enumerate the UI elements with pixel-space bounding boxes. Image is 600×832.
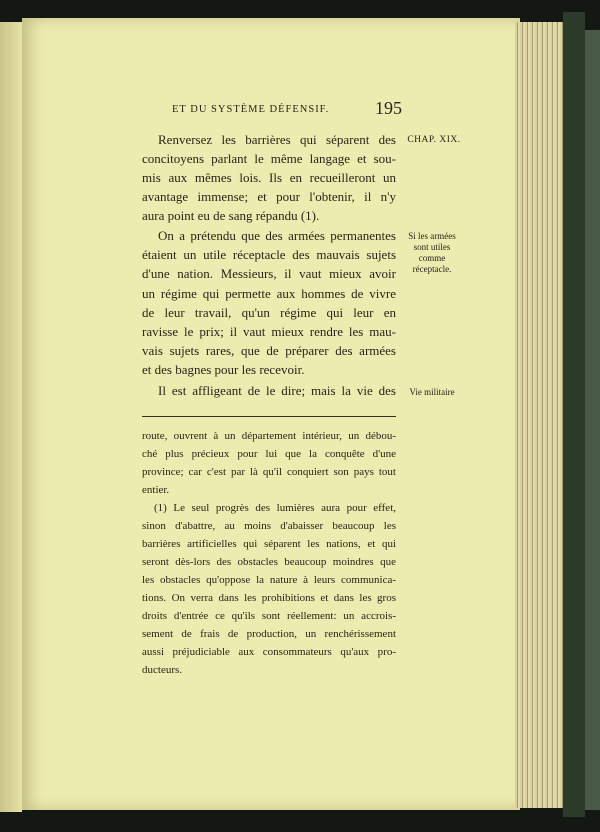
page-edges (515, 22, 563, 808)
footnote-line: ché plus précieux pour lui que la conquête d'une (142, 448, 396, 460)
footnote-line: sement de frais de production, un renchérissement (142, 628, 396, 640)
footnote-line: droits d'entrée ce qu'ils sont réellement: un accrois- (142, 610, 396, 622)
text-line: On a prétendu que des armées permanentes (158, 228, 396, 243)
footnote-line: barrières artificielles qui séparent les nations, et qui (142, 538, 396, 550)
text-line: mis aux mêmes lois. Ils en recueilleront un (142, 170, 396, 185)
text-line: un régime qui permette aux hommes de vivre (142, 286, 396, 301)
footnote-rule (142, 416, 396, 417)
text-line: ravisse le prix; il vaut mieux rendre les mau- (142, 324, 396, 339)
text-line: étaient un utile réceptacle des mauvais sujets (142, 247, 396, 262)
text-line: vais sujets rares, que de préparer des armées (142, 343, 396, 358)
margin-note-military-life: Vie militaire (409, 387, 455, 397)
footnote-line: tions. On verra dans les prohibitions et dans les gros (142, 592, 396, 604)
running-title: ET DU SYSTÈME DÉFENSIF. (172, 104, 330, 115)
margin-note-armies: Si les armées sont utiles comme réceptacle. (408, 231, 456, 274)
text-line: aura point eu de sang répandu (1). (142, 208, 320, 223)
footnote-line: aussi préjudiciable aux consommateurs qu'aux pro- (142, 646, 396, 658)
footnote-line: province; car c'est par là qu'il conquiert son pays tout (142, 466, 396, 478)
text-line: d'une nation. Messieurs, il vaut mieux avoir (142, 266, 396, 281)
text-line: Il est affligeant de le dire; mais la vie des (158, 383, 396, 398)
book-cover (563, 12, 585, 817)
text-line: et des bagnes pour les recevoir. (142, 362, 305, 377)
footnote-line: (1) Le seul progrès des lumières aura pour effet, (154, 502, 396, 514)
page-number: 195 (375, 98, 402, 118)
text-line: concitoyens parlant le même langage et sou- (142, 151, 396, 166)
text-line: Renversez les barrières qui séparent des (158, 132, 396, 147)
footnote-line: ducteurs. (142, 664, 183, 676)
footnote-line: seront dès-lors des obstacles beaucoup moindres que (142, 556, 396, 568)
footnote-line: route, ouvrent à un département intérieur, un débou- (142, 430, 396, 442)
margin-note-chapter: CHAP. XIX. (407, 135, 461, 145)
text-line: de leur travail, qu'un régime qui leur en (142, 305, 396, 320)
text-line: avantage immense; et pour l'obtenir, il n'y (142, 189, 396, 204)
left-page-edge (0, 22, 22, 812)
footnote-line: les obstacles qu'oppose la nature à leurs communica- (142, 574, 396, 586)
footnote-line: sinon d'abattre, au moins d'abaisser beaucoup les (142, 520, 396, 532)
footnote-line: entier. (142, 484, 170, 496)
book-cover-edge (585, 30, 600, 810)
